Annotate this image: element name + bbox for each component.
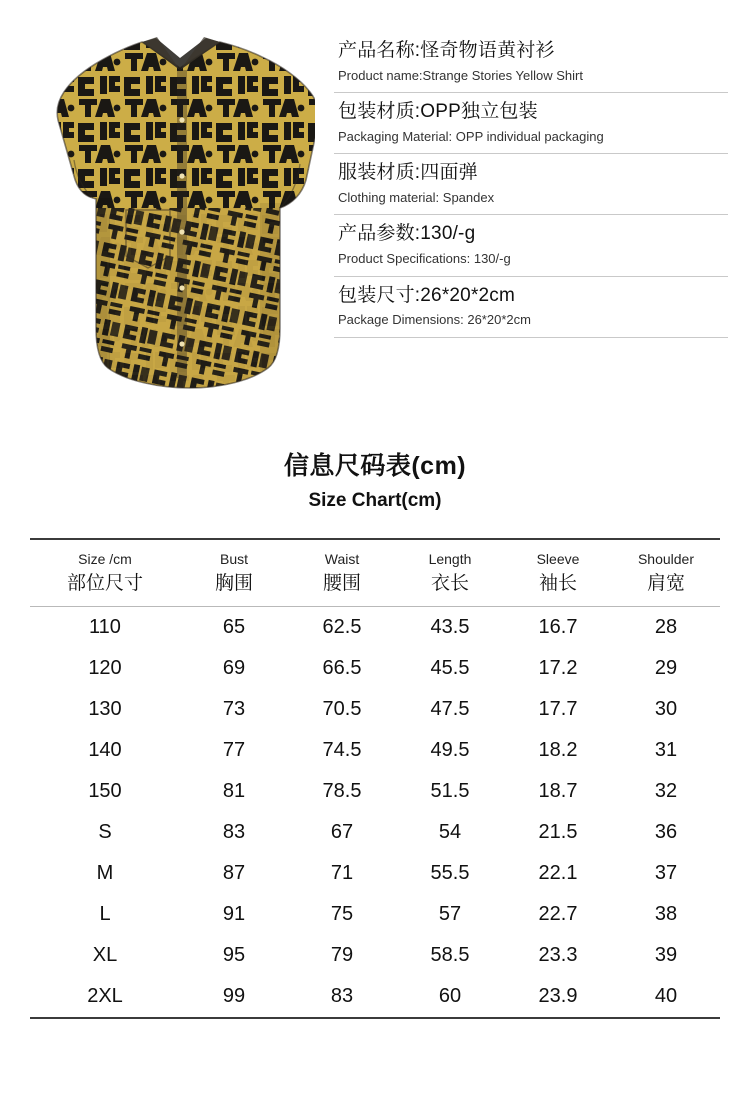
cell-bust: 83: [222, 821, 246, 844]
cell-waist: 74.5: [322, 739, 362, 762]
cell-length: 60: [396, 976, 504, 1018]
cell-size: L: [99, 903, 111, 926]
cell-shoulder: 30: [654, 698, 678, 721]
cell-bust: 91: [222, 903, 246, 926]
column-header-sleeve-cn: 袖长: [538, 572, 577, 594]
spec-packaging-cn: 包装材质:OPP独立包装: [338, 101, 538, 123]
spec-material-en: Clothing material: Spandex: [338, 189, 495, 205]
cell-bust: 77: [222, 739, 246, 762]
cell-waist: 66.5: [322, 657, 362, 680]
spec-row: [334, 32, 728, 93]
cell-shoulder: 36: [654, 821, 678, 844]
product-image: [22, 18, 322, 408]
cell-shoulder: 37: [654, 862, 678, 885]
column-header-shoulder: [612, 539, 720, 607]
cell-sleeve: 22.7: [538, 903, 578, 926]
cell-waist: 79: [330, 944, 354, 967]
cell-waist: 67: [330, 821, 354, 844]
table-row: [30, 689, 720, 730]
column-header-waist-en: Waist: [324, 551, 360, 567]
shirt-illustration: [30, 28, 315, 398]
spec-name-en: Product name:Strange Stories Yellow Shirt: [338, 67, 583, 83]
spec-row: [334, 154, 728, 215]
table-head: [30, 539, 720, 607]
spec-parameters-en: Product Specifications: 130/-g: [338, 251, 511, 267]
column-header-size-cn: 部位尺寸: [66, 572, 143, 594]
cell-size: 2XL: [30, 976, 180, 1018]
size-chart-title-en: Size Chart(cm): [308, 490, 442, 511]
spec-row: [334, 215, 728, 276]
cell-shoulder: 39: [654, 944, 678, 967]
column-header-bust: [180, 539, 288, 607]
column-header-size-en: Size /cm: [78, 551, 132, 567]
cell-length: 54: [438, 821, 462, 844]
size-chart-heading: [0, 446, 750, 512]
table-row: [30, 853, 720, 894]
spec-row: [334, 93, 728, 154]
cell-length: 58.5: [430, 944, 470, 967]
table-row: [30, 730, 720, 771]
table-row: [30, 976, 720, 1018]
cell-waist: 78.5: [322, 780, 362, 803]
spec-parameters-cn: 产品参数:130/-g: [338, 223, 476, 245]
cell-length: 51.5: [430, 780, 470, 803]
cell-sleeve: 21.5: [538, 821, 578, 844]
cell-shoulder: 32: [654, 780, 678, 803]
column-header-bust-cn: 胸围: [214, 572, 253, 594]
cell-size: S: [98, 821, 112, 844]
product-spec-list: [334, 18, 728, 408]
table-row: [30, 894, 720, 935]
column-header-sleeve: [504, 539, 612, 607]
cell-shoulder: 38: [654, 903, 678, 926]
size-chart-table-wrap: [30, 538, 720, 1019]
column-header-shoulder-cn: 肩宽: [646, 572, 685, 594]
cell-sleeve: 23.9: [504, 976, 612, 1018]
cell-length: 45.5: [430, 657, 470, 680]
cell-waist: 71: [330, 862, 354, 885]
cell-length: 55.5: [430, 862, 470, 885]
table-row: [30, 935, 720, 976]
size-chart-table: [30, 538, 720, 1019]
cell-size: 140: [88, 739, 122, 762]
cell-sleeve: 16.7: [538, 616, 578, 639]
cell-bust: 95: [222, 944, 246, 967]
cell-bust: 81: [222, 780, 246, 803]
column-header-bust-en: Bust: [219, 551, 248, 567]
column-header-length: [396, 539, 504, 607]
cell-size: XL: [92, 944, 118, 967]
cell-waist: 83: [288, 976, 396, 1018]
cell-shoulder: 31: [654, 739, 678, 762]
column-header-size: [30, 539, 180, 607]
cell-sleeve: 17.2: [538, 657, 578, 680]
cell-length: 43.5: [430, 616, 470, 639]
column-header-length-cn: 衣长: [430, 572, 469, 594]
table-row: [30, 607, 720, 649]
cell-length: 57: [438, 903, 462, 926]
cell-shoulder: 28: [654, 616, 678, 639]
spec-name-cn: 产品名称:怪奇物语黄衬衫: [338, 40, 555, 61]
column-header-length-en: Length: [428, 551, 472, 567]
cell-shoulder: 40: [612, 976, 720, 1018]
cell-bust: 73: [222, 698, 246, 721]
column-header-sleeve-en: Sleeve: [536, 551, 580, 567]
cell-sleeve: 18.2: [538, 739, 578, 762]
cell-bust: 65: [222, 616, 246, 639]
cell-bust: 87: [222, 862, 246, 885]
cell-shoulder: 29: [654, 657, 678, 680]
column-header-waist: [288, 539, 396, 607]
cell-size: M: [96, 862, 114, 885]
cell-size: 120: [88, 657, 122, 680]
spec-dimensions-cn: 包装尺寸:26*20*2cm: [338, 284, 516, 306]
spec-row: [334, 277, 728, 338]
cell-size: 150: [88, 780, 122, 803]
table-header-row: [30, 539, 720, 607]
cell-sleeve: 22.1: [538, 862, 578, 885]
product-summary-section: [0, 0, 750, 408]
cell-length: 47.5: [430, 698, 470, 721]
cell-bust: 69: [222, 657, 246, 680]
cell-sleeve: 18.7: [538, 780, 578, 803]
cell-waist: 62.5: [322, 616, 362, 639]
spec-material-cn: 服装材质:四面弹: [338, 162, 478, 184]
cell-length: 49.5: [430, 739, 470, 762]
cell-sleeve: 17.7: [538, 698, 578, 721]
size-chart-title-cn: 信息尺码表(cm): [283, 452, 467, 480]
spec-dimensions-en: Package Dimensions: 26*20*2cm: [338, 312, 531, 328]
table-row: [30, 812, 720, 853]
column-header-shoulder-en: Shoulder: [637, 551, 695, 567]
cell-size: 130: [88, 698, 122, 721]
table-row: [30, 648, 720, 689]
spec-packaging-en: Packaging Material: OPP individual packaging: [338, 128, 604, 144]
cell-waist: 75: [330, 903, 354, 926]
cell-bust: 99: [180, 976, 288, 1018]
cell-size: 110: [89, 616, 121, 639]
table-body: [30, 607, 720, 1019]
cell-sleeve: 23.3: [538, 944, 578, 967]
cell-waist: 70.5: [322, 698, 362, 721]
table-row: [30, 771, 720, 812]
column-header-waist-cn: 腰围: [322, 572, 361, 594]
